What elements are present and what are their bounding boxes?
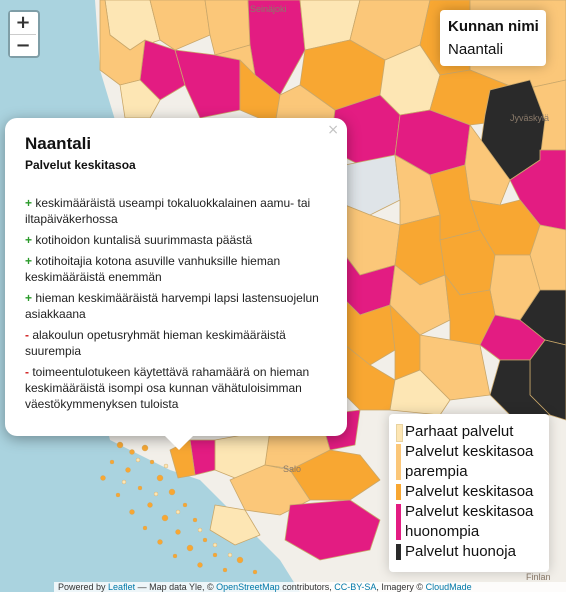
place-label-jyvaskyla: Jyväskylä: [510, 113, 550, 123]
legend-swatch: [396, 504, 401, 540]
attribution-imagery: , Imagery ©: [376, 582, 424, 592]
popup-item-text: kotihoitajia kotona asuville vanhuksille hieman keskimääräistä enemmän: [25, 254, 281, 284]
municipality-info-box: [440, 10, 546, 66]
popup-item: [25, 364, 329, 412]
popup-item: [25, 327, 329, 359]
plus-icon: +: [25, 233, 33, 247]
info-value: Naantali: [448, 41, 504, 58]
zoom-out-button[interactable]: −: [10, 34, 36, 56]
legend-item: [396, 542, 543, 562]
attribution-map-data: — Map data Yle, ©: [137, 582, 214, 592]
popup-subtitle: Palvelut keskitasoa: [25, 158, 136, 172]
legend-label: Parhaat palvelut: [405, 423, 514, 440]
zoom-control: [8, 10, 40, 58]
zoom-in-button[interactable]: +: [10, 12, 36, 34]
legend-swatch: [396, 444, 401, 480]
close-icon[interactable]: ×: [327, 122, 339, 138]
popup-tip: [165, 436, 193, 450]
popup-item-text: alakoulun opetusryhmät hieman keskimääräistä suurempia: [25, 328, 286, 358]
legend-item: [396, 482, 543, 502]
legend-label: Palvelut keskitasoa: [405, 483, 534, 500]
popup-item-text: keskimääräistä useampi tokaluokkalainen aamu- tai iltapäiväkerhossa: [25, 196, 311, 226]
legend-item: [396, 502, 543, 542]
municipality-popup: [5, 118, 347, 436]
popup-item: [25, 253, 329, 285]
leaflet-link[interactable]: Leaflet: [108, 582, 136, 592]
popup-item: [25, 195, 329, 227]
license-link[interactable]: CC-BY-SA: [334, 582, 377, 592]
minus-icon: -: [25, 365, 29, 379]
plus-icon: +: [25, 291, 33, 305]
legend-swatch: [396, 484, 401, 500]
popup-item: [25, 290, 329, 322]
map-attribution: [54, 582, 566, 592]
place-label-finland: Finlan: [526, 572, 551, 582]
legend-item: [396, 422, 543, 442]
attribution-prefix: Powered by: [58, 582, 106, 592]
legend-label: Palvelut keskitasoa parempia: [405, 443, 534, 480]
popup-item-text: kotihoidon kuntalisä suurimmasta päästä: [35, 233, 253, 247]
legend-swatch: [396, 544, 401, 560]
popup-item: [25, 232, 329, 248]
popup-title: Naantali: [25, 134, 92, 153]
popup-item-list: [25, 195, 329, 412]
plus-icon: +: [25, 196, 33, 210]
place-label-salo: Salo: [283, 464, 302, 474]
minus-icon: -: [25, 328, 29, 342]
popup-item-text: toimeentulotukeen käytettävä rahamäärä on hieman keskimääräistä isompi osa kunnan vähätuloisimman väestökymmenyksen tuloista: [25, 365, 310, 411]
map-legend: [389, 414, 549, 572]
legend-item: [396, 442, 543, 482]
legend-swatch: [396, 424, 403, 442]
info-title: Kunnan nimi: [448, 18, 539, 35]
attribution-contributors: contributors,: [282, 582, 332, 592]
plus-icon: +: [25, 254, 33, 268]
place-label-seinajoki: Seinäjoki: [250, 4, 287, 14]
popup-item-text: hieman keskimääräistä harvempi lapsi lastensuojelun asiakkaana: [25, 291, 319, 321]
legend-label: Palvelut huonoja: [405, 543, 516, 560]
cloudmade-link[interactable]: CloudMade: [425, 582, 472, 592]
osm-link[interactable]: OpenStreetMap: [216, 582, 280, 592]
legend-label: Palvelut keskitasoa huonompia: [405, 503, 534, 540]
